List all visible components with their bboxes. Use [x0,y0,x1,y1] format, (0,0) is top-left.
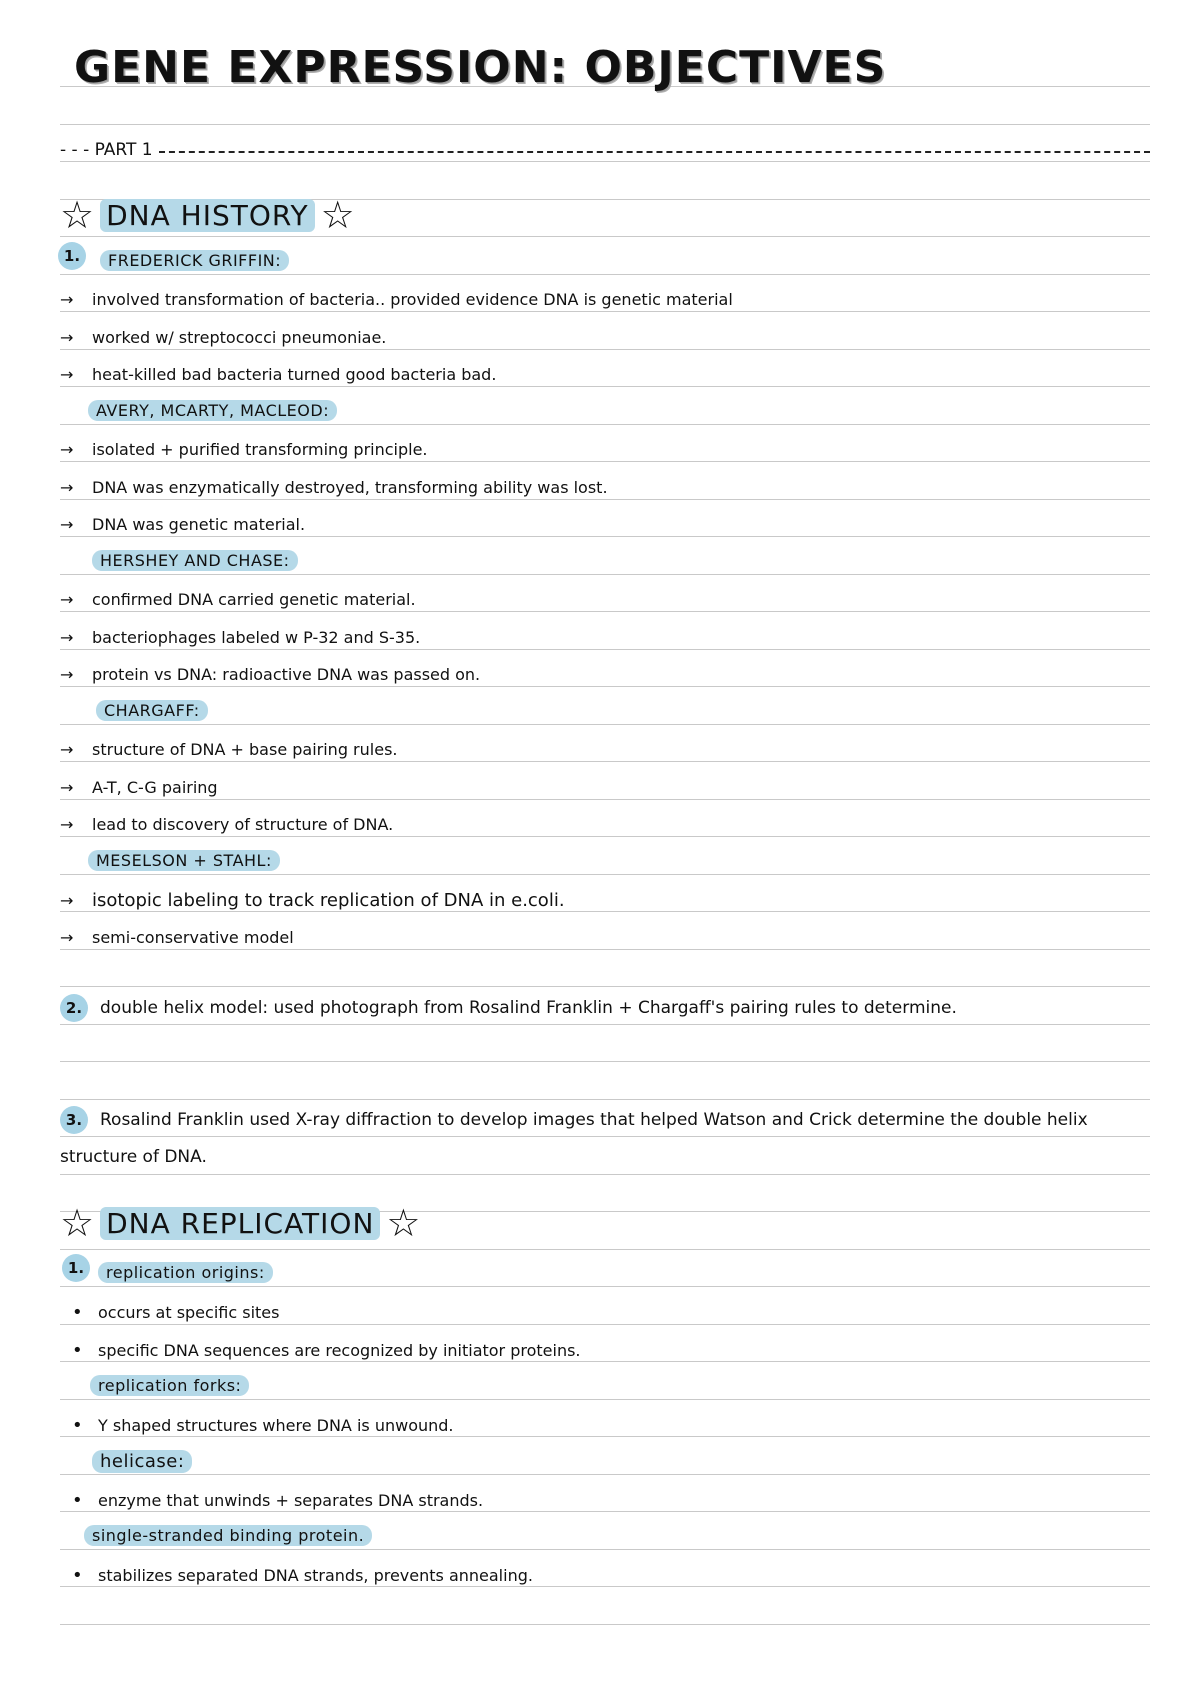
ruled-line [60,1099,1150,1100]
ruled-line [60,311,1150,312]
list-item: → protein vs DNA: radioactive DNA was passed on. [60,665,481,684]
bullet-icon: • [72,1415,83,1436]
ruled-line [60,1286,1150,1287]
list-item: → heat-killed bad bacteria turned good bacteria bad. [60,365,497,384]
subheading-griffith: FREDERICK GRIFFIN: [100,250,289,271]
ruled-line [60,986,1150,987]
subheading-hershey: HERSHEY AND CHASE: [92,550,298,571]
arrow-icon: → [60,290,74,309]
ruled-line [60,349,1150,350]
item-number: 3. [60,1106,88,1134]
list-item: → worked w/ streptococci pneumoniae. [60,328,387,347]
ruled-line [60,1586,1150,1587]
arrow-icon: → [60,590,74,609]
ruled-line [60,874,1150,875]
list-item: → structure of DNA + base pairing rules. [60,740,398,759]
item-number: 1. [62,1254,90,1282]
arrow-icon: → [60,478,74,497]
item-number: 2. [60,994,88,1022]
ruled-line [60,611,1150,612]
subheading-forks: replication forks: [90,1375,249,1396]
star-icon: ☆ [386,1201,421,1245]
ruled-line [60,161,1150,162]
arrow-icon: → [60,891,74,910]
ruled-line [60,1511,1150,1512]
ruled-line [60,1474,1150,1475]
ruled-line [60,499,1150,500]
star-icon: ☆ [60,193,95,237]
ruled-line [60,424,1150,425]
arrow-icon: → [60,928,74,947]
bullet-icon: • [72,1565,83,1586]
subheading-origins: replication origins: [98,1262,273,1283]
bullet-icon: • [72,1302,83,1323]
arrow-icon: → [60,515,74,534]
subheading-ssb: single-stranded binding protein. [84,1525,372,1546]
arrow-icon: → [60,778,74,797]
arrow-icon: → [60,815,74,834]
section-title: DNA REPLICATION [100,1207,380,1240]
ruled-line [60,1361,1150,1362]
ruled-line [60,536,1150,537]
list-item: → A-T, C-G pairing [60,778,218,797]
ruled-line [60,461,1150,462]
ruled-line [60,386,1150,387]
item-number: 1. [58,242,86,270]
arrow-icon: → [60,440,74,459]
arrow-icon: → [60,665,74,684]
section-header-dna-replication [60,1201,421,1245]
ruled-line [60,274,1150,275]
list-item: • stabilizes separated DNA strands, prevents annealing. [60,1565,533,1586]
ruled-line [60,1061,1150,1062]
bullet-icon: • [72,1490,83,1511]
numbered-paragraph: 3. Rosalind Franklin used X-ray diffraction to develop images that helped Watson and Crick determine the double helix structure of DNA. [60,1102,1150,1176]
section-header-dna-history [60,193,355,237]
bullet-icon: • [72,1340,83,1361]
ruled-line [60,686,1150,687]
list-item: → bacteriophages labeled w P-32 and S-35. [60,628,421,647]
ruled-line [60,1624,1150,1625]
ruled-line [60,911,1150,912]
ruled-line [60,799,1150,800]
list-item: • occurs at specific sites [60,1302,279,1323]
subheading-helicase: helicase: [92,1450,192,1473]
star-icon: ☆ [60,1201,95,1245]
ruled-line [60,124,1150,125]
subheading-chargaff: CHARGAFF: [96,700,208,721]
list-item: • enzyme that unwinds + separates DNA strands. [60,1490,483,1511]
arrow-icon: → [60,328,74,347]
ruled-line [60,949,1150,950]
list-item: → confirmed DNA carried genetic material. [60,590,416,609]
part-divider [60,140,1150,160]
list-item: → DNA was genetic material. [60,515,306,534]
ruled-line [60,236,1150,237]
ruled-line [60,1549,1150,1550]
ruled-line [60,1399,1150,1400]
arrow-icon: → [60,628,74,647]
list-item: → lead to discovery of structure of DNA. [60,815,394,834]
ruled-line [60,574,1150,575]
dashed-divider [159,151,1150,153]
list-item: → DNA was enzymatically destroyed, transforming ability was lost. [60,478,608,497]
star-icon: ☆ [320,193,355,237]
list-item: • specific DNA sequences are recognized by initiator proteins. [60,1340,581,1361]
arrow-icon: → [60,365,74,384]
subheading-avery: AVERY, MCARTY, MACLEOD: [88,400,337,421]
list-item: → isotopic labeling to track replication of DNA in e.coli. [60,890,565,911]
list-item: → semi-conservative model [60,928,294,947]
section-title: DNA HISTORY [100,199,315,232]
ruled-line [60,836,1150,837]
subheading-meselson: MESELSON + STAHL: [88,850,280,871]
ruled-line [60,761,1150,762]
list-item: • Y shaped structures where DNA is unwound. [60,1415,454,1436]
list-item: → involved transformation of bacteria.. provided evidence DNA is genetic material [60,290,733,309]
ruled-line [60,1436,1150,1437]
part-label: - - - PART 1 [60,140,153,160]
numbered-paragraph: 2. double helix model: used photograph from Rosalind Franklin + Chargaff's pairing rules to determine. [60,990,1150,1027]
ruled-line [60,649,1150,650]
ruled-line [60,1324,1150,1325]
list-item: → isolated + purified transforming principle. [60,440,428,459]
arrow-icon: → [60,740,74,759]
ruled-line [60,1249,1150,1250]
page-title: GENE EXPRESSION: OBJECTIVES [74,42,887,93]
ruled-line [60,724,1150,725]
